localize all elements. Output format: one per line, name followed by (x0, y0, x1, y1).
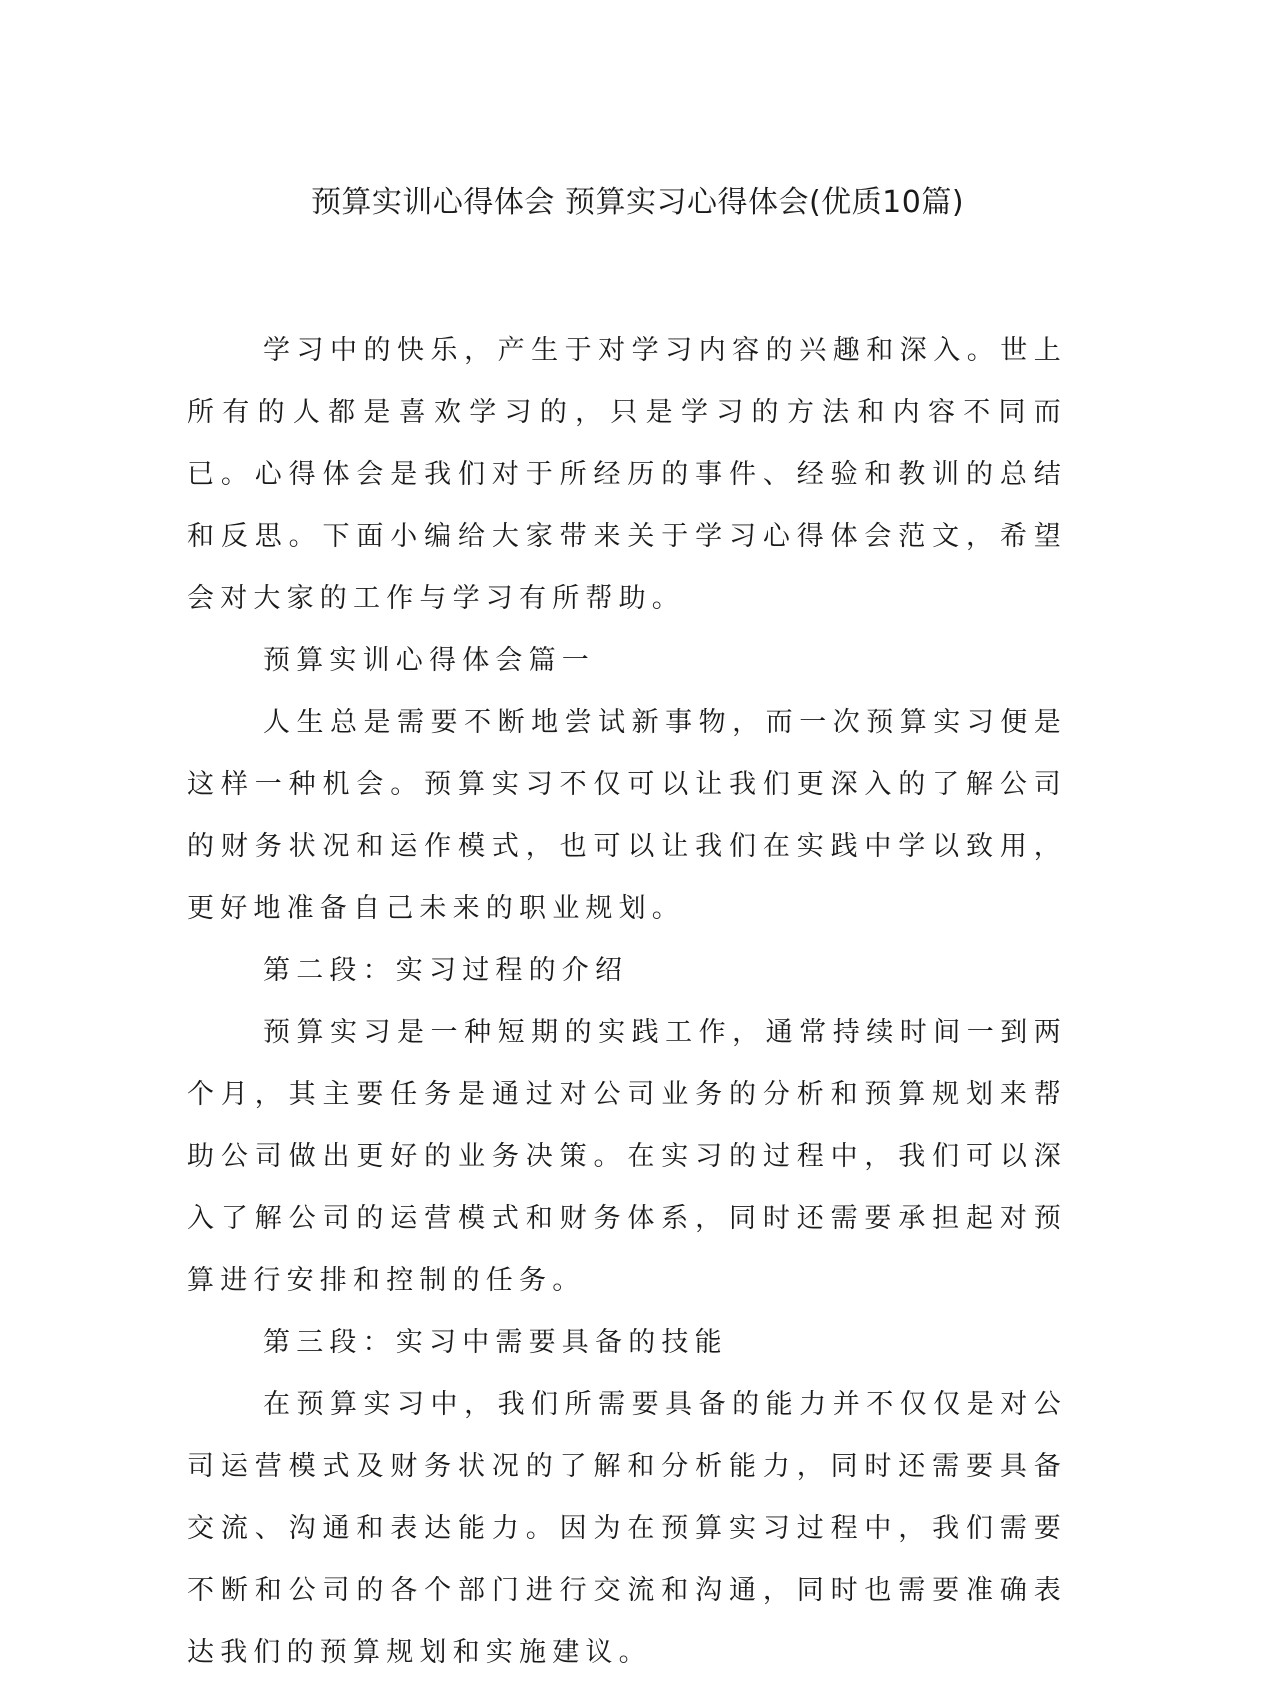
section-heading-second: 第二段：实习过程的介绍 (263, 955, 629, 986)
section-heading-chapter-one: 预算实训心得体会篇一 (263, 645, 595, 676)
intro-paragraph: 学习中的快乐，产生于对学习内容的兴趣和深入。世上所有的人都是喜欢学习的，只是学习的方法和内容不同而已。心得体会是我们对于所经历的事件、经验和教训的总结和反思。下面小编给大家带来关于学习心得体会范文，希望会对大家的工作与学习有所帮助。 (187, 335, 1067, 614)
section-heading-third: 第三段：实习中需要具备的技能 (263, 1327, 728, 1358)
body-paragraph: 人生总是需要不断地尝试新事物，而一次预算实习便是这样一种机会。预算实习不仅可以让我们更深入的了解公司的财务状况和运作模式，也可以让我们在实践中学以致用，更好地准备自己未来的职业规划。 (187, 707, 1067, 924)
document-title: 预算实训心得体会 预算实习心得体会(优质10篇) (310, 185, 965, 220)
body-paragraph: 在预算实习中，我们所需要具备的能力并不仅仅是对公司运营模式及财务状况的了解和分析能力，同时还需要具备交流、沟通和表达能力。因为在预算实习过程中，我们需要不断和公司的各个部门进行交流和沟通，同时也需要准确表达我们的预算规划和实施建议。 (187, 1389, 1067, 1668)
body-paragraph: 预算实习是一种短期的实践工作，通常持续时间一到两个月，其主要任务是通过对公司业务的分析和预算规划来帮助公司做出更好的业务决策。在实习的过程中，我们可以深入了解公司的运营模式和财务体系，同时还需要承担起对预算进行安排和控制的任务。 (187, 1017, 1067, 1296)
document-body (187, 320, 1067, 1684)
